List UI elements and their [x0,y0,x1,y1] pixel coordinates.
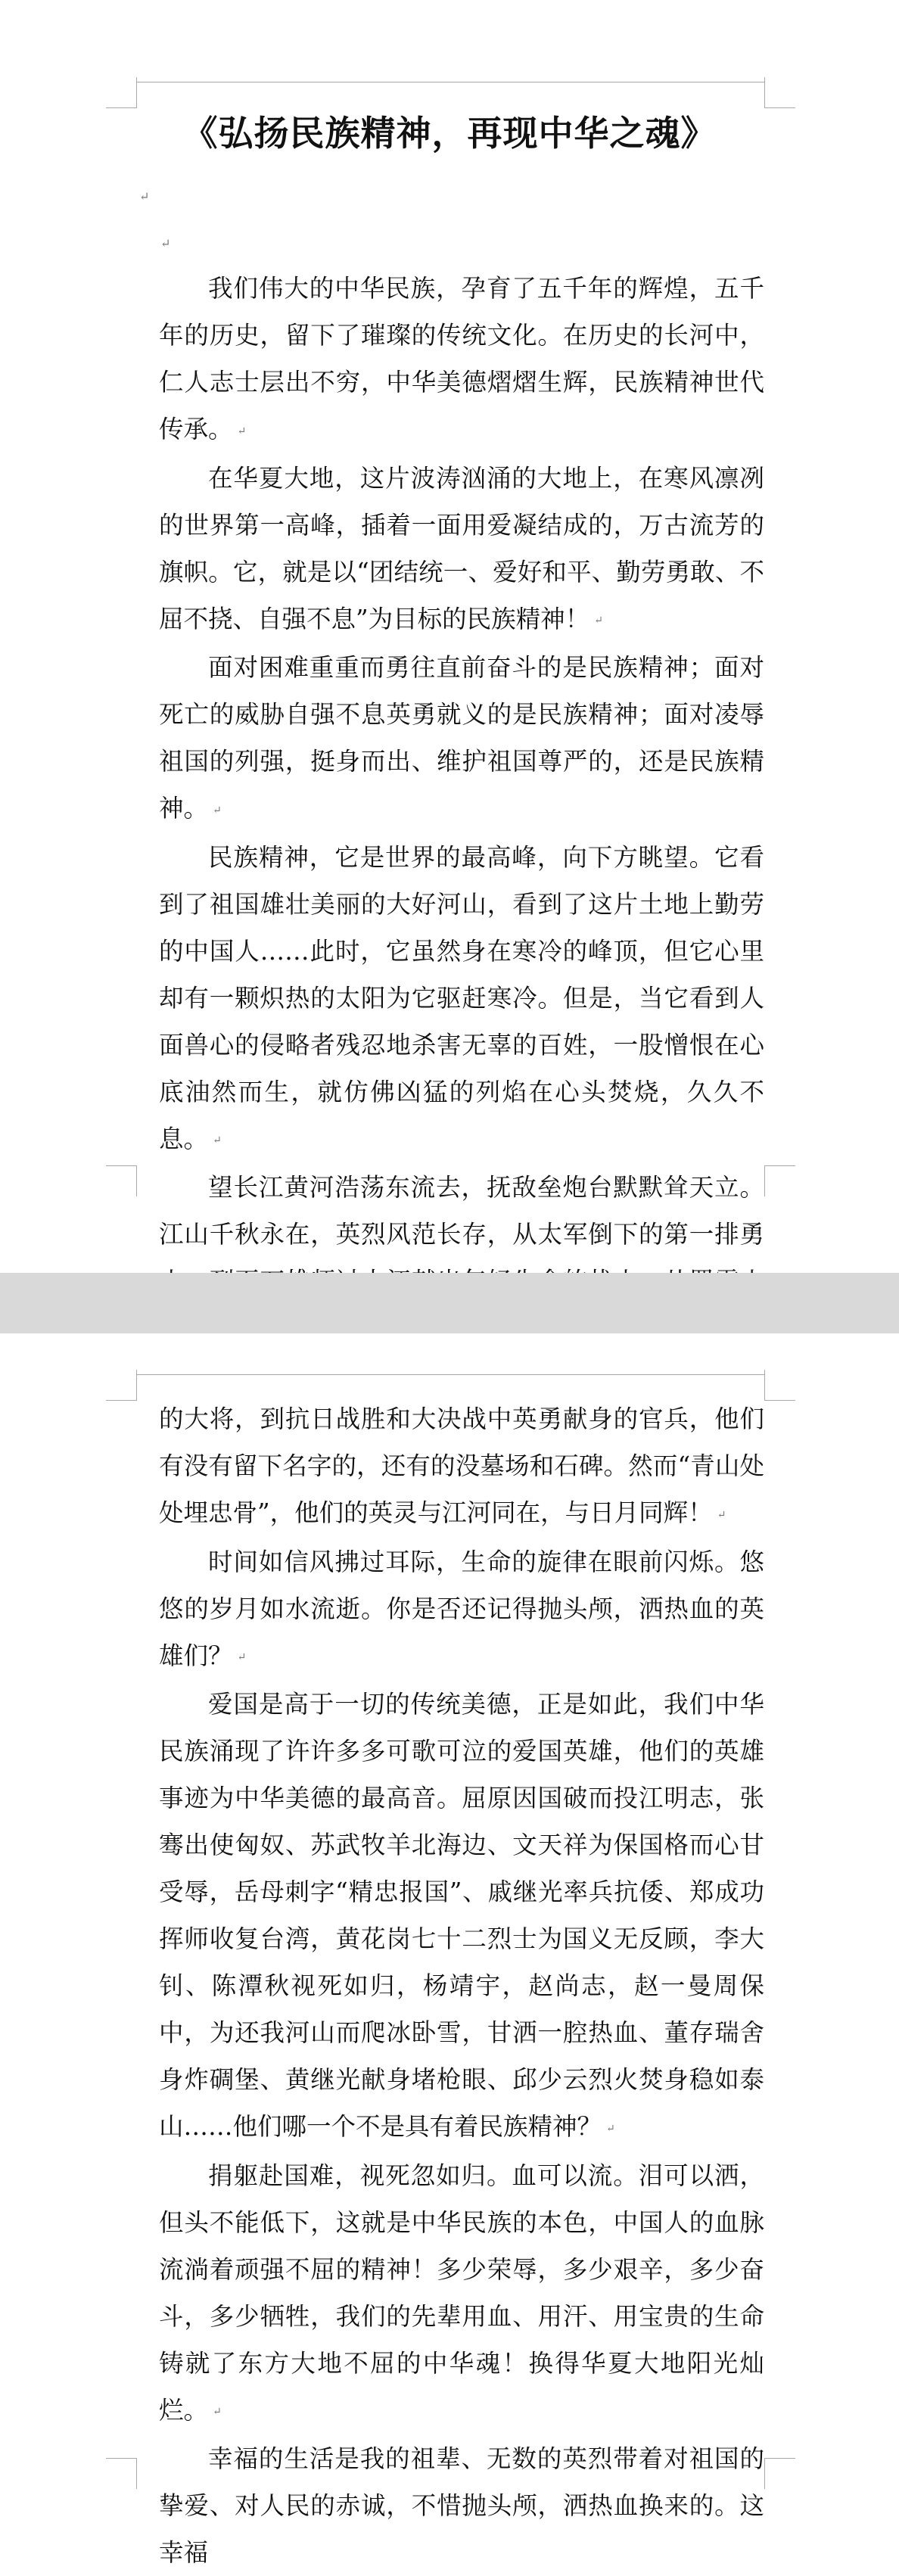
crop-mark-top-right [764,77,795,108]
paragraph[interactable]: 幸福的生活是我的祖辈、无数的英烈带着对祖国的挚爱、对人民的赤诚，不惜抛头颅，洒热血换来的。这幸福 [159,2444,764,2567]
paragraph[interactable]: 民族精神，它是世界的最高峰，向下方眺望。它看到了祖国雄壮美丽的大好河山，看到了这片土地上勤劳的中国人……此时，它虽然身在寒冷的峰顶，但它心里却有一颗炽热的太阳为它驱赶寒冷。但是，当它看到人面兽心的侵略者残忍地杀害无辜的百姓，一股憎恨在心底油然而生，就仿佛凶猛的列焰在心头焚烧，久久不息。 ↵ [159,842,764,1153]
document-title[interactable]: 《弘扬民族精神，再现中华之魂》 [182,113,717,154]
paragraph[interactable]: 面对困难重重而勇往直前奋斗的是民族精神；面对死亡的威胁自强不息英勇就义的是民族精神；面对凌辱祖国的列强，挺身而出、维护祖国尊严的，还是民族精神。 ↵ [159,653,764,823]
document-page-1 [0,0,899,1273]
crop-mark-top-right [764,1370,795,1401]
page2-body[interactable] [159,1395,764,2576]
paragraph[interactable]: 我们伟大的中华民族，孕育了五千年的辉煌，五千年的历史，留下了璀璨的传统文化。在历史的长河中，仁人志士层出不穷，中华美德熠熠生辉，民族精神世代传承。 ↵ [159,274,764,443]
header-line [136,1374,764,1375]
crop-mark-bottom-right [764,2458,795,2489]
crop-mark-top-left [106,77,137,108]
empty-paragraph-mark: ↵ [160,236,171,250]
empty-paragraph-mark: ↵ [139,189,150,204]
crop-mark-bottom-left [106,2458,137,2489]
crop-mark-bottom-right [764,1165,795,1196]
page-gap [0,1273,899,1333]
page1-body[interactable] [159,265,764,1352]
paragraph[interactable]: 捐躯赴国难，视死忽如归。血可以流。泪可以洒，但头不能低下，这就是中华民族的本色，中国人的血脉流淌着顽强不屈的精神！多少荣辱，多少艰辛，多少奋斗，多少牺牲，我们的先辈用血、用汗、用宝贵的生命铸就了东方大地不屈的中华魂！换得华夏大地阳光灿烂。 ↵ [159,2161,764,2425]
paragraph[interactable]: 时间如信风拂过耳际，生命的旋律在眼前闪烁。悠悠的岁月如水流逝。你是否还记得抛头颅，洒热血的英雄们？ ↵ [159,1547,764,1670]
paragraph-continuation[interactable]: 的大将，到抗日战胜和大决战中英勇献身的官兵，他们有没有留下名字的，还有的没墓场和石碑。然而“青山处处埋忠骨”，他们的英灵与江河同在，与日月同辉！ ↵ [159,1405,764,1527]
paragraph[interactable]: 在华夏大地，这片波涛汹涌的大地上，在寒风凛冽的世界第一高峰，插着一面用爱凝结成的，万古流芳的旗帜。它，就是以“团结统一、爱好和平、勤劳勇敢、不屈不挠、自强不息”为目标的民族精神！ ↵ [159,463,764,633]
document-page-2 [0,1333,899,2567]
paragraph[interactable]: 望长江黄河浩荡东流去，抚敌垒炮台默默耸天立。江山千秋永在，英烈风范长存，从太军倒下的第一排勇 [159,1173,764,1249]
crop-mark-top-left [106,1370,137,1401]
paragraph[interactable]: 爱国是高于一切的传统美德，正是如此，我们中华民族涌现了许许多多可歌可泣的爱国英雄，他们的英雄事迹为中华美德的最高音。屈原因国破而投江明志，张骞出使匈奴、苏武牧羊北海边、文天祥为保国格而心甘受辱，岳母刺字“精忠报国”、戚继光率兵抗倭、郑成功挥师收复台湾，黄花岗七十二烈士为国义无反顾，李大钊、陈潭秋视死如归，杨靖宇，赵尚志，赵一曼周保中，为还我河山而爬冰卧雪，甘洒一腔热血、董存瑞舍身炸碉堡、黄继光献身堵枪眼、邱少云烈火焚身稳如泰山……他们哪一个不是具有着民族精神？ ↵ [159,1690,764,2141]
crop-mark-bottom-left [106,1165,137,1196]
